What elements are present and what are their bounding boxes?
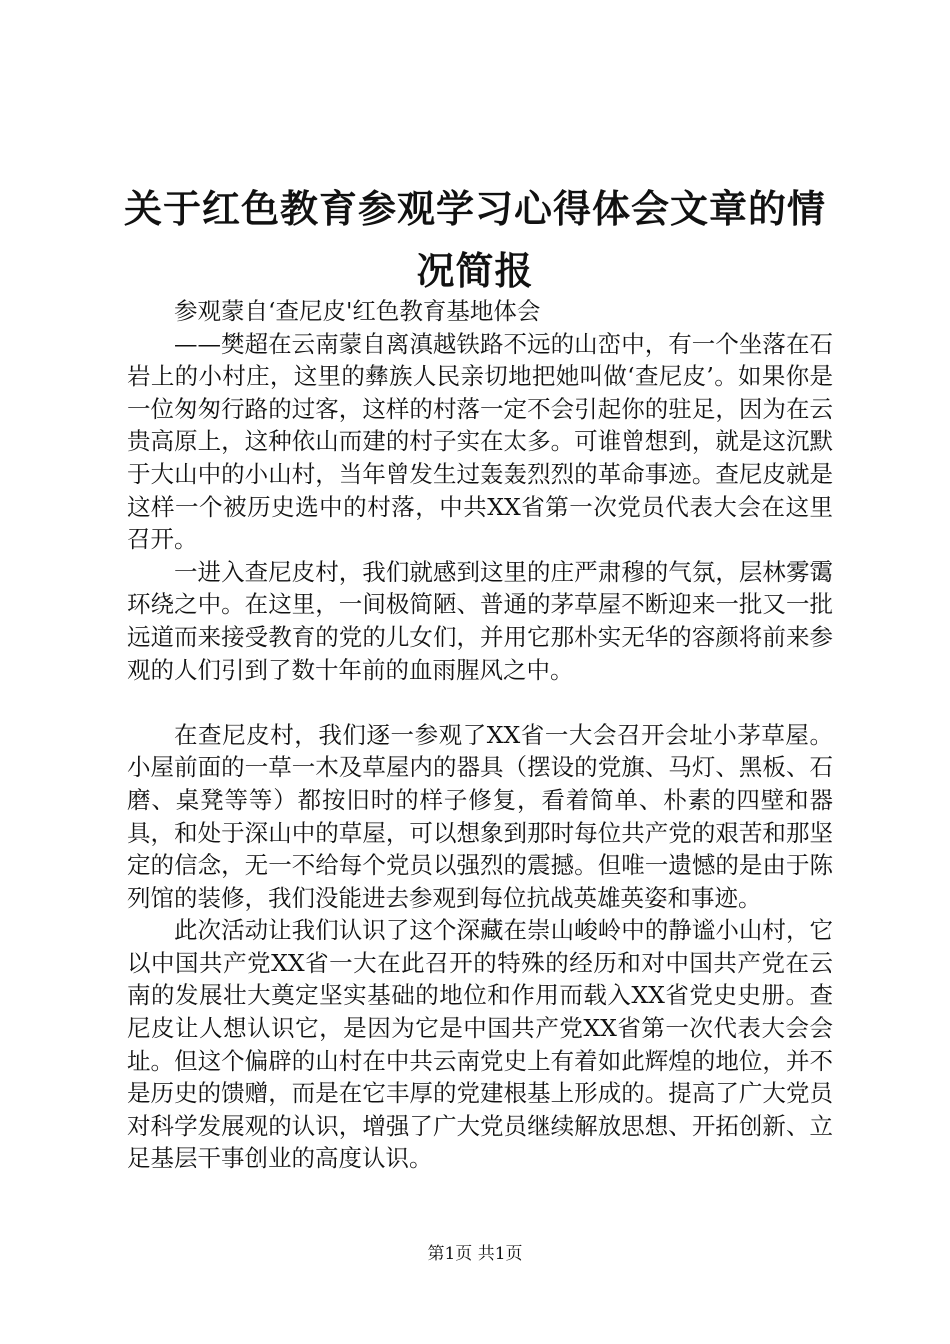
paragraph-village: 一进入查尼皮村，我们就感到这里的庄严肃穆的气氛，层林雾霭环绕之中。在这里，一间极简陋、普通的茅草屋不断迎来一批又一批远道而来接受教育的党的儿女们，并用它那朴实无华的容颜将前来参观的人们引到了数十年前的血雨腥风之中。: [127, 557, 833, 684]
page-footer: 第1页 共1页: [427, 1244, 523, 1264]
document-body: [127, 295, 833, 1175]
paragraph-conclusion: 此次活动让我们认识了这个深藏在崇山峻岭中的静谧小山村，它以中国共产党XX省一大在此召开的特殊的经历和对中国共产党在云南的发展壮大奠定坚实基础的地位和作用而载入XX省党史史册。查尼皮让人想认识它，是因为它是中国共产党XX省第一次代表大会会址。但这个偏辟的山村在中共云南党史上有着如此辉煌的地位，并不是历史的馈赠，而是在它丰厚的党建根基上形成的。提高了广大党员对科学发展观的认识，增强了广大党员继续解放思想、开拓创新、立足基层干事创业的高度认识。: [127, 916, 833, 1173]
paragraph-subtitle: 参观蒙自‘查尼皮'红色教育基地体会: [174, 297, 541, 325]
paragraph-visit: 在查尼皮村，我们逐一参观了XX省一大会召开会址小茅草屋。小屋前面的一草一木及草屋内的器具（摆设的党旗、马灯、黑板、石磨、桌凳等等）都按旧时的样子修复，看着简单、朴素的四壁和器具，和处于深山中的草屋，可以想象到那时每位共产党的艰苦和那坚定的信念，无一不给每个党员以强烈的震撼。但唯一遗憾的是由于陈列馆的装修，我们没能进去参观到每位抗战英雄英姿和事迹。: [127, 720, 833, 912]
paragraph-intro: ——樊超在云南蒙自离滇越铁路不远的山峦中，有一个坐落在石岩上的小村庄，这里的彝族人民亲切地把她叫做‘查尼皮’。如果你是一位匆匆行路的过客，这样的村落一定不会引起你的驻足，因为在云贵高原上，这种依山而建的村子实在太多。可谁曾想到，就是这沉默于大山中的小山村，当年曾发生过轰轰烈烈的革命事迹。查尼皮就是这样一个被历史选中的村落，中共XX省第一次党员代表大会在这里召开。: [127, 329, 833, 554]
document-title: 关于红色教育参观学习心得体会文章的情况简报: [123, 186, 826, 293]
